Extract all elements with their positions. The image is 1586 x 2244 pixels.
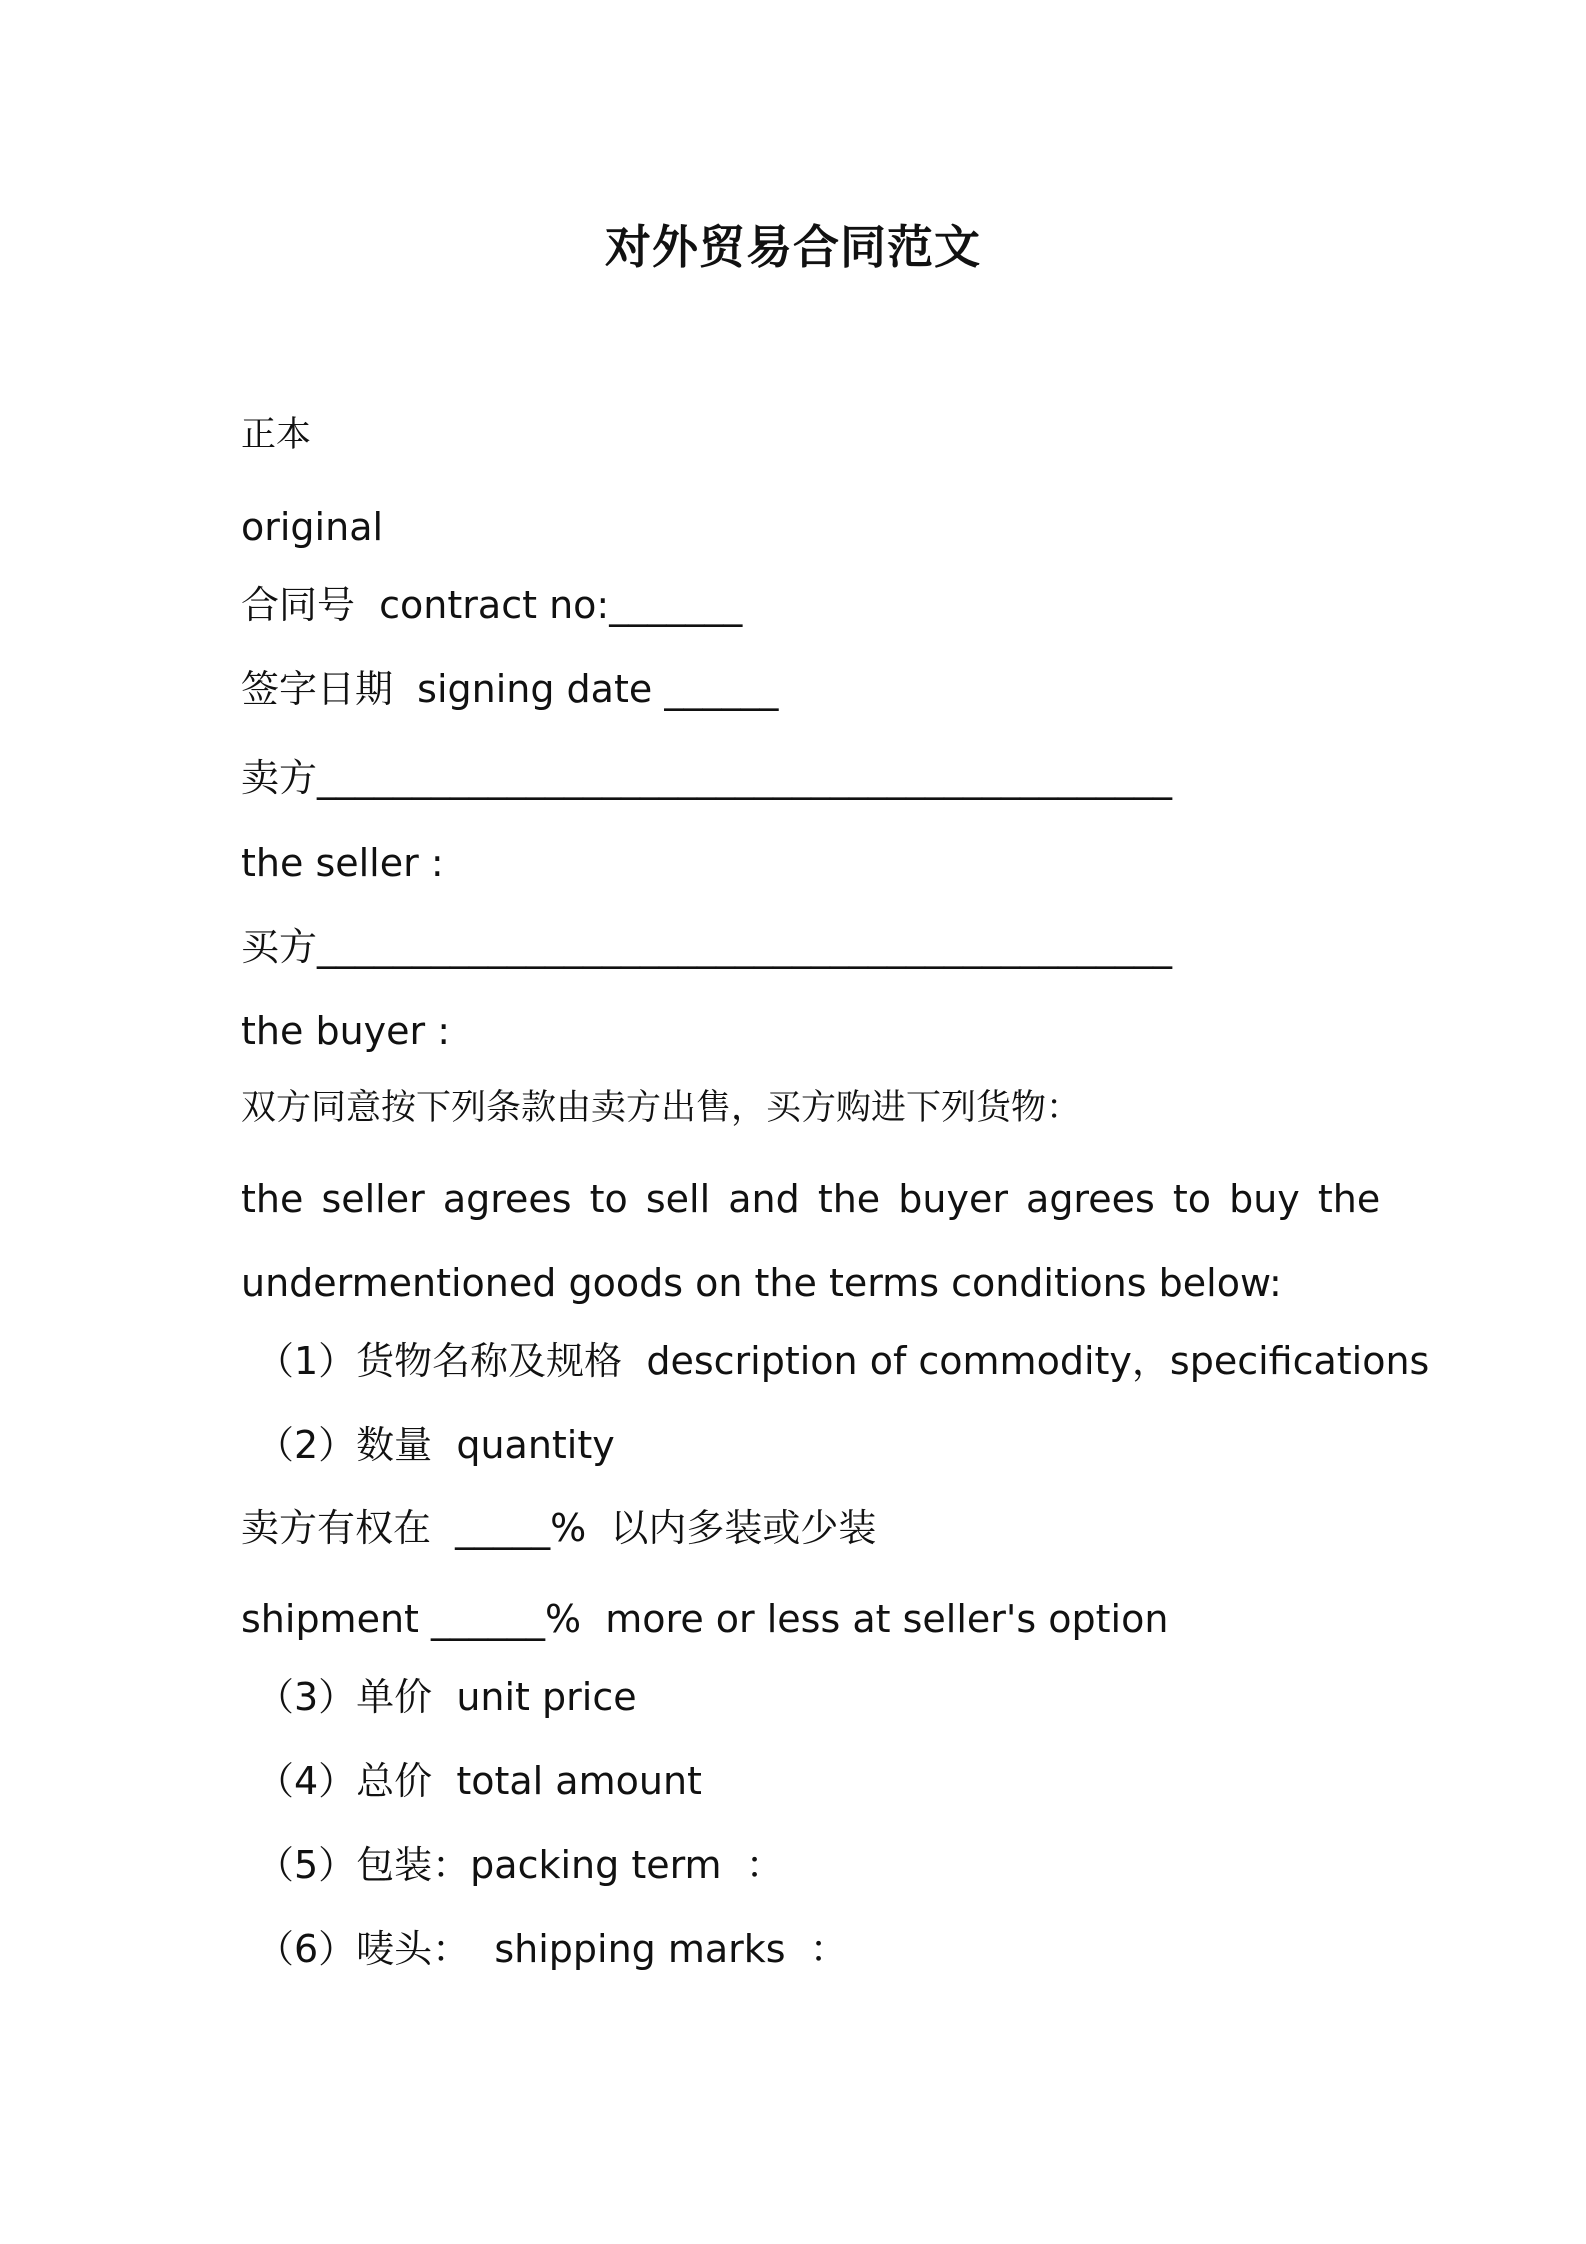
contract-number-line: 合同号 contract no:_______ (241, 583, 743, 627)
agreement-text-en-2: undermentioned goods on the terms conditions below: (241, 1261, 1282, 1305)
agreement-text-cn: 双方同意按下列条款由卖方出售，买方购进下列货物： (241, 1088, 1082, 1128)
item-6-shipping-marks: （6）唛头： shipping marks ： (256, 1927, 848, 1971)
item-2-quantity: （2）数量 quantity (256, 1423, 615, 1467)
item-5-packing-term: （5）包装：packing term ： (256, 1843, 784, 1887)
item-4-total-amount: （4）总价 total amount (256, 1759, 702, 1803)
document-title: 对外贸易合同范文 (605, 220, 981, 274)
item-1-description: （1）货物名称及规格 description of commodity，specifications (256, 1339, 1430, 1383)
original-label-en: original (241, 505, 384, 549)
original-label-cn: 正本 (241, 415, 312, 455)
item-3-unit-price: （3）单价 unit price (256, 1675, 637, 1719)
seller-option-en: shipment ______% more or less at seller's option (241, 1597, 1169, 1641)
seller-option-cn: 卖方有权在 _____% 以内多装或少装 (241, 1506, 877, 1550)
agreement-text-en-1: the seller agrees to sell and the buyer agrees to buy the (241, 1177, 1381, 1221)
buyer-line-en: the buyer : (241, 1009, 451, 1053)
signing-date-line: 签字日期 signing date ______ (241, 667, 779, 711)
buyer-line-cn: 买方_____________________________________________ (241, 925, 1173, 969)
seller-line-cn: 卖方_____________________________________________ (241, 756, 1173, 800)
seller-line-en: the seller : (241, 841, 444, 885)
